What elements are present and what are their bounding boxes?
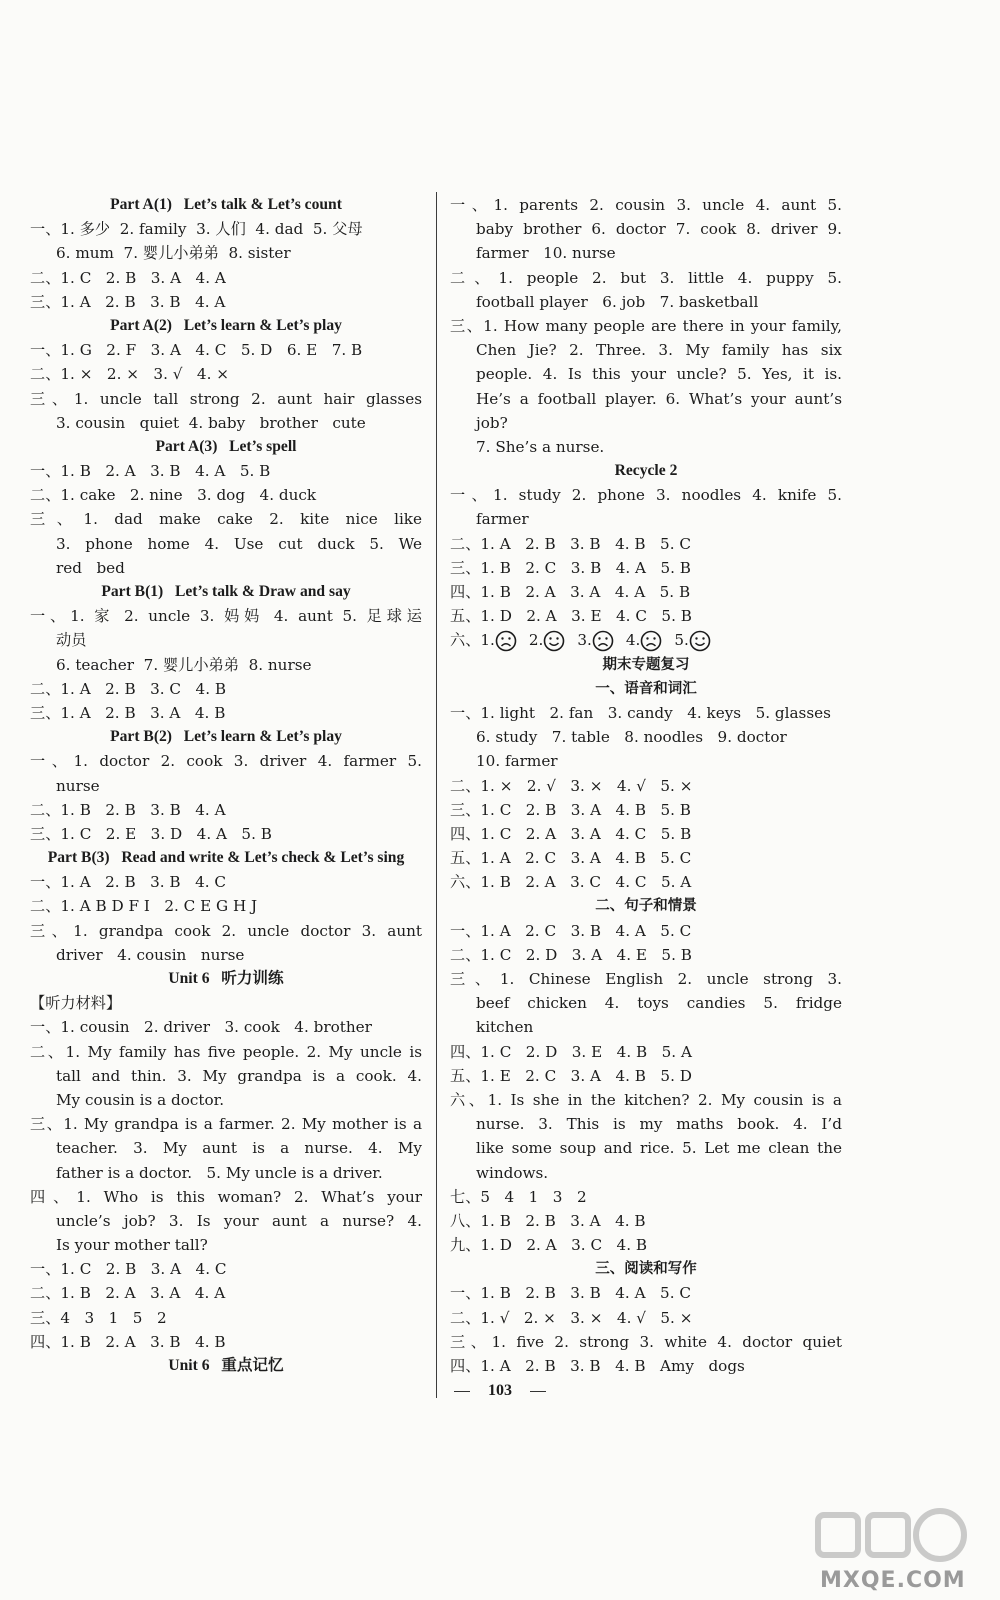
section-heading — [30, 725, 422, 749]
answer-text: 一、1. A 2. C 3. B 4. A 5. C — [450, 921, 692, 940]
answer-line — [30, 1040, 422, 1064]
answer-line — [450, 701, 842, 725]
answer-line — [30, 774, 422, 798]
answer-line — [30, 362, 422, 386]
answer-text: Chen Jie? 2. Three. 3. My family has six — [476, 341, 842, 360]
answer-text: 一、1. B 2. A 3. B 4. A 5. B — [30, 462, 271, 481]
answer-line — [450, 628, 842, 652]
answer-text: 一、1. study 2. phone 3. noodles 4. knife 5. — [450, 486, 842, 505]
answer-text: Part A(1) Let’s talk & Let’s count — [110, 196, 342, 213]
section-heading — [450, 459, 842, 483]
answer-text: 二、1. B 2. B 3. B 4. A — [30, 800, 226, 819]
answer-text: 动员 — [56, 631, 87, 650]
answer-text: 一、1. doctor 2. cook 3. driver 4. farmer 5. — [30, 752, 422, 771]
answer-line — [450, 507, 842, 531]
section-heading — [450, 894, 842, 918]
answer-text: 三、1. My grandpa is a farmer. 2. My mother is a — [30, 1115, 422, 1134]
face-label: 4. — [625, 631, 641, 650]
section-heading — [30, 967, 422, 991]
answer-line — [450, 1040, 842, 1064]
section-heading — [450, 1257, 842, 1281]
answer-text: 一、1. A 2. B 3. B 4. C — [30, 873, 227, 892]
answer-line — [450, 798, 842, 822]
answer-line — [30, 1088, 422, 1112]
answer-line — [30, 1233, 422, 1257]
answer-text: Unit 6 重点记忆 — [168, 1357, 284, 1374]
page-number — [0, 1382, 1000, 1400]
answer-text: 二、1. A B D F I 2. C E G H J — [30, 897, 258, 916]
answer-text: 七、5 4 1 3 2 — [450, 1187, 587, 1206]
answer-text: 四、1. C 2. D 3. E 4. B 5. A — [450, 1042, 692, 1061]
section-heading — [30, 435, 422, 459]
answer-line — [30, 701, 422, 725]
answer-text: 四、1. Who is this woman? 2. What’s your — [30, 1187, 422, 1206]
section-heading — [30, 1354, 422, 1378]
answer-line — [450, 604, 842, 628]
answer-text: 二、1. people 2. but 3. little 4. puppy 5. — [450, 268, 842, 287]
answer-line — [450, 943, 842, 967]
answer-line — [450, 967, 842, 991]
answer-line — [30, 217, 422, 241]
answer-text: farmer 10. nurse — [476, 244, 616, 263]
answer-text: 三、1. C 2. B 3. A 4. B 5. B — [450, 800, 691, 819]
answer-line — [30, 822, 422, 846]
answer-line — [30, 1330, 422, 1354]
answer-text: 六、1. B 2. A 3. C 4. C 5. A — [450, 873, 692, 892]
answer-line — [30, 1136, 422, 1160]
answer-text: 10. farmer — [476, 752, 558, 771]
page-dash-right — [530, 1391, 546, 1393]
answer-line — [450, 1354, 842, 1378]
right-column — [450, 193, 842, 1378]
smiley-face-icon — [689, 630, 711, 652]
answer-text: 三、1. B 2. C 3. B 4. A 5. B — [450, 558, 691, 577]
answer-line — [30, 991, 422, 1015]
sad-face-icon — [495, 630, 517, 652]
smiley-face-icon — [543, 630, 565, 652]
left-column — [30, 193, 422, 1378]
answer-text: 7. She’s a nurse. — [476, 437, 605, 456]
answer-text: baby brother 6. doctor 7. cook 8. driver 9. — [476, 220, 842, 239]
answer-text: 一、1. light 2. fan 3. candy 4. keys 5. glasses — [450, 703, 831, 722]
answer-text: 一、1. G 2. F 3. A 4. C 5. D 6. E 7. B — [30, 341, 363, 360]
answer-line — [30, 290, 422, 314]
answer-text: 6. teacher 7. 婴儿小弟弟 8. nurse — [56, 655, 312, 674]
answer-line — [30, 749, 422, 773]
answer-text: My cousin is a doctor. — [56, 1090, 225, 1109]
answer-text: 二、1. A 2. B 3. C 4. B — [30, 679, 227, 698]
answer-line — [450, 1136, 842, 1160]
answer-line — [450, 1088, 842, 1112]
answer-text: nurse. 3. This is my maths book. 4. I’d — [476, 1115, 842, 1134]
answer-text: 二、1. B 2. A 3. A 4. A — [30, 1284, 226, 1303]
answer-line — [450, 217, 842, 241]
sad-face-icon — [592, 630, 614, 652]
answer-text: 一、1. parents 2. cousin 3. uncle 4. aunt 5. — [450, 196, 842, 214]
answer-text: like some soup and rice. 5. Let me clean the — [476, 1139, 842, 1158]
answer-text: He’s a football player. 6. What’s your aunt’s — [476, 389, 842, 408]
answer-line — [30, 628, 422, 652]
watermark-text: MXQE.COM — [820, 1568, 966, 1593]
answer-text: 三、1. grandpa cook 2. uncle doctor 3. aunt — [30, 921, 422, 940]
answer-line — [450, 362, 842, 386]
answer-text: father is a doctor. 5. My uncle is a driver. — [56, 1163, 383, 1182]
answer-line — [30, 338, 422, 362]
section-heading — [30, 193, 422, 217]
page-dash-left — [454, 1391, 470, 1393]
answer-line — [30, 1185, 422, 1209]
answer-line — [450, 749, 842, 773]
answer-text: nurse — [56, 776, 100, 795]
answer-line — [30, 1161, 422, 1185]
answer-text: 三、1. five 2. strong 3. white 4. doctor quiet — [450, 1332, 842, 1351]
answer-line — [30, 459, 422, 483]
answer-text: 一、1. B 2. B 3. B 4. A 5. C — [450, 1284, 691, 1303]
answer-line — [30, 943, 422, 967]
answer-line — [30, 1209, 422, 1233]
answer-line — [30, 241, 422, 265]
answer-text: Part A(3) Let’s spell — [155, 437, 297, 455]
answer-text: job? — [476, 413, 508, 432]
answer-line — [30, 1257, 422, 1281]
answer-text: Part A(2) Let’s learn & Let’s play — [110, 316, 342, 334]
answer-text: 三、1. How many people are there in your family, — [450, 316, 842, 335]
answer-line — [450, 290, 842, 314]
answer-text: kitchen — [476, 1018, 534, 1037]
answer-text: 二、1. My family has five people. 2. My uncle is — [30, 1042, 422, 1061]
face-label: 2. — [528, 631, 544, 650]
answer-text: 三、1. dad make cake 2. kite nice like — [30, 510, 422, 529]
answer-line — [450, 919, 842, 943]
answer-line — [450, 822, 842, 846]
answer-text: 一、语音和词汇 — [595, 680, 697, 697]
answer-line — [450, 241, 842, 265]
section-heading — [30, 846, 422, 870]
answer-line — [450, 556, 842, 580]
section-heading — [450, 677, 842, 701]
answer-line — [30, 1281, 422, 1305]
answer-text: 六、1. Is she in the kitchen? 2. My cousin is a — [450, 1090, 842, 1109]
answer-text: 三、1. A 2. B 3. B 4. A — [30, 292, 226, 311]
answer-text: 二、1. √ 2. × 3. × 4. √ 5. × — [450, 1308, 693, 1327]
answer-text: driver 4. cousin nurse — [56, 945, 245, 964]
answer-line — [450, 1306, 842, 1330]
answer-text: 五、1. D 2. A 3. E 4. C 5. B — [450, 607, 692, 626]
answer-line — [450, 266, 842, 290]
answer-line — [30, 604, 422, 628]
answer-line — [450, 991, 842, 1015]
answer-line — [450, 532, 842, 556]
answer-line — [450, 387, 842, 411]
answer-line — [450, 193, 842, 217]
answer-text: 二、1. × 2. × 3. √ 4. × — [30, 365, 229, 384]
answer-text: 二、1. C 2. B 3. A 4. A — [30, 268, 226, 287]
answer-text: people. 4. Is this your uncle? 5. Yes, it is. — [476, 365, 842, 384]
answer-line — [450, 435, 842, 459]
answer-text: 二、1. × 2. √ 3. × 4. √ 5. × — [450, 776, 693, 795]
answer-line — [30, 387, 422, 411]
answer-line — [30, 507, 422, 531]
answer-text: football player 6. job 7. basketball — [476, 292, 759, 311]
answer-line — [450, 314, 842, 338]
answer-text: 九、1. D 2. A 3. C 4. B — [450, 1236, 648, 1255]
answer-text: 二、1. A 2. B 3. B 4. B 5. C — [450, 534, 691, 553]
answer-text: 一、1. cousin 2. driver 3. cook 4. brother — [30, 1018, 372, 1037]
answer-line — [30, 798, 422, 822]
answer-line — [30, 266, 422, 290]
answer-text: 三、1. A 2. B 3. A 4. B — [30, 703, 226, 722]
answer-text: 一、1. C 2. B 3. A 4. C — [30, 1260, 227, 1279]
answer-line — [30, 483, 422, 507]
page-number-text: 103 — [488, 1382, 512, 1399]
answer-line — [30, 653, 422, 677]
answer-line — [30, 1112, 422, 1136]
answer-text: 四、1. C 2. A 3. A 4. C 5. B — [450, 824, 692, 843]
answer-line — [450, 846, 842, 870]
answer-line — [30, 894, 422, 918]
answer-text: 四、1. B 2. A 3. B 4. B — [30, 1332, 226, 1351]
answer-line — [450, 1281, 842, 1305]
answer-line — [450, 483, 842, 507]
answer-text: tall and thin. 3. My grandpa is a cook. 4. — [56, 1066, 422, 1085]
answer-text: 3. cousin quiet 4. baby brother cute — [56, 413, 366, 432]
answer-line — [30, 1306, 422, 1330]
answer-text: 四、1. A 2. B 3. B 4. B Amy dogs — [450, 1357, 745, 1375]
answer-text: 三、1. Chinese English 2. uncle strong 3. — [450, 970, 842, 988]
answer-line — [450, 1015, 842, 1039]
answer-text: 三、阅读和写作 — [595, 1261, 697, 1278]
answer-line — [30, 870, 422, 894]
answer-text: 五、1. E 2. C 3. A 4. B 5. D — [450, 1066, 692, 1085]
answer-text: Unit 6 听力训练 — [168, 970, 284, 987]
answer-text: 八、1. B 2. B 3. A 4. B — [450, 1211, 646, 1230]
answer-line — [450, 1161, 842, 1185]
answer-text: 五、1. A 2. C 3. A 4. B 5. C — [450, 849, 692, 868]
answer-line — [450, 870, 842, 894]
answer-line — [450, 1185, 842, 1209]
answer-line — [450, 580, 842, 604]
sad-face-icon — [640, 630, 662, 652]
answer-text: 三、4 3 1 5 2 — [30, 1308, 167, 1327]
answer-text: teacher. 3. My aunt is a nurse. 4. My — [56, 1139, 422, 1158]
answer-text: 三、1. uncle tall strong 2. aunt hair glasses — [30, 389, 422, 408]
answer-text: 二、1. C 2. D 3. A 4. E 5. B — [450, 945, 692, 964]
answer-text: 二、1. cake 2. nine 3. dog 4. duck — [30, 486, 317, 505]
answer-line — [450, 774, 842, 798]
face-label: 1. — [480, 631, 495, 650]
column-divider — [436, 192, 437, 1398]
answer-text: beef chicken 4. toys candies 5. fridge — [476, 994, 842, 1013]
answer-line — [30, 677, 422, 701]
section-heading — [30, 580, 422, 604]
answer-text: 期末专题复习 — [602, 656, 690, 673]
answer-line — [450, 725, 842, 749]
answer-line — [30, 1015, 422, 1039]
answer-text: 二、句子和情景 — [595, 898, 697, 915]
answer-text: 3. phone home 4. Use cut duck 5. We — [56, 534, 422, 553]
answer-text: 一、1. 家 2. uncle 3. 妈妈 4. aunt 5. 足球运 — [30, 607, 422, 626]
answer-line — [450, 338, 842, 362]
section-heading — [450, 653, 842, 677]
answer-text: uncle’s job? 3. Is your aunt a nurse? 4. — [56, 1211, 422, 1230]
answer-line — [450, 1112, 842, 1136]
answer-text: 四、1. B 2. A 3. A 4. A 5. B — [450, 583, 691, 601]
answer-line — [30, 532, 422, 556]
answer-text: Part B(2) Let’s learn & Let’s play — [110, 728, 342, 746]
answer-line — [450, 411, 842, 435]
face-label: 3. — [577, 631, 592, 650]
answer-text: 【听力材料】 — [30, 994, 122, 1013]
answer-line — [30, 1064, 422, 1088]
answer-text: 6. mum 7. 婴儿小弟弟 8. sister — [56, 244, 291, 263]
answer-line — [30, 411, 422, 435]
answer-text: Part B(3) Read and write & Let’s check & Let’s sing — [47, 849, 405, 867]
answer-text: 一、1. 多少 2. family 3. 人们 4. dad 5. 父母 — [30, 220, 363, 239]
answer-text: windows. — [476, 1163, 549, 1182]
answer-text: Recycle 2 — [614, 462, 678, 480]
answer-line — [30, 556, 422, 580]
answer-line — [450, 1330, 842, 1354]
answer-text: 三、1. C 2. E 3. D 4. A 5. B — [30, 824, 272, 843]
answer-line — [30, 919, 422, 943]
section-heading — [30, 314, 422, 338]
answer-line — [450, 1233, 842, 1257]
answer-text: Is your mother tall? — [56, 1236, 208, 1255]
answer-text: farmer — [476, 510, 529, 529]
answer-line — [450, 1209, 842, 1233]
answer-text: red bed — [56, 558, 125, 577]
face-label: 5. — [674, 631, 689, 650]
answer-text: 6. study 7. table 8. noodles 9. doctor — [476, 728, 787, 747]
answer-line — [450, 1064, 842, 1088]
answer-prefix: 六、 — [450, 631, 481, 650]
answer-text: Part B(1) Let’s talk & Draw and say — [101, 583, 351, 600]
